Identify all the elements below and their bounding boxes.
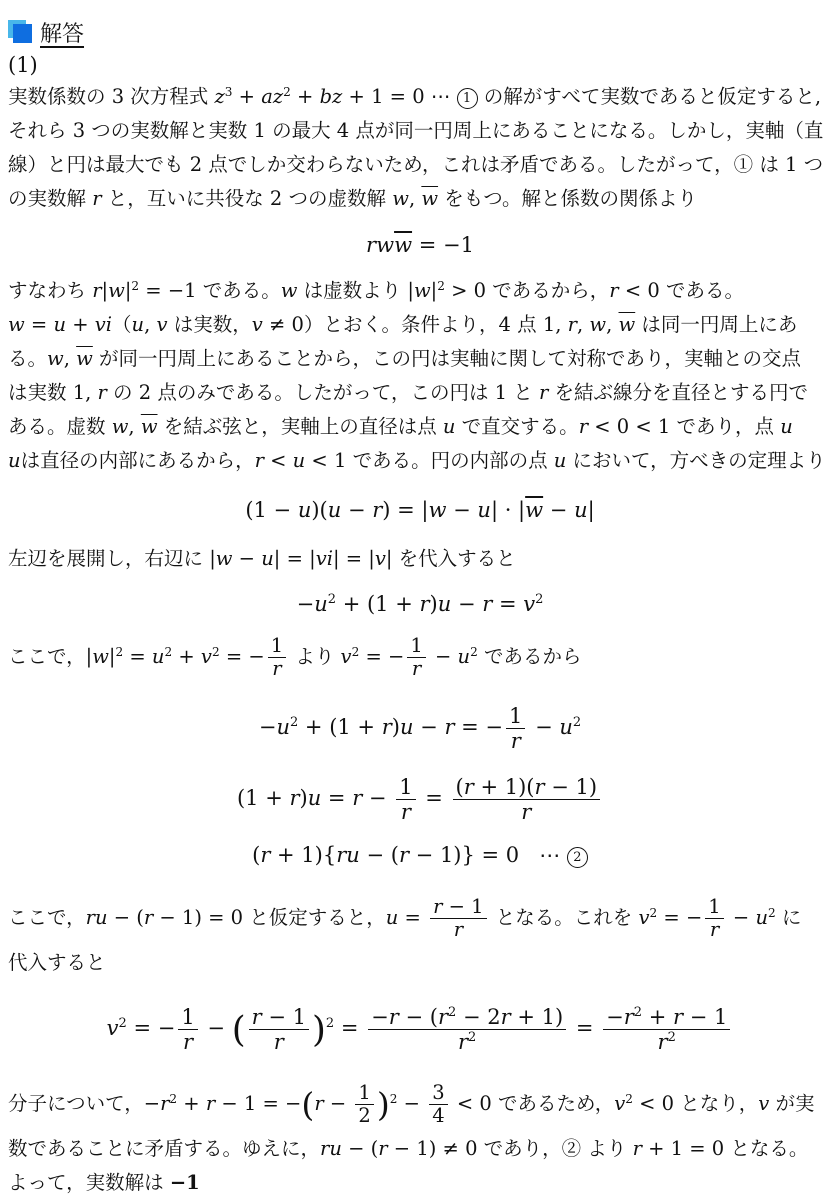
equation-factored: (r + 1){ru − (r − 1)} = 0 ⋯ 2 <box>8 830 832 880</box>
text-line: w = u + vi（u, v は実数，v ≠ 0）とおく。条件より，4 点 1, r, w, $\overline{w}$ は同一円周上にあ <box>8 313 798 336</box>
equation-power-of-point: $(1 - u)(u - r) = |w - u| \cdot |\overline{w} - u|$ <box>245 498 595 522</box>
paragraph-3: 左辺を展開し，右辺に |w − u| = |vi| = |v| を代入すると <box>8 547 516 570</box>
paragraph-6 <box>8 1076 832 1200</box>
paragraph-4: ここで，$|w|^2 = u^2 + v^2$ = − $\frac{1}{r}$ より $v^2$ = − $\frac{1}{r}$ − $u^2$ であるから <box>8 633 582 680</box>
final-answer: −1 <box>169 1171 200 1194</box>
text-line: 数であることに矛盾する。ゆえに，ru − (r − 1) ≠ 0 であり，② より r + 1 = 0 となる。 <box>8 1137 809 1160</box>
paragraph-2 <box>8 274 832 478</box>
text-line: る。w, $\overline{w}$ が同一円周上にあることから，この円は実軸に関して対称であり，実軸との交点 <box>8 347 802 370</box>
equation-product: $rw\overline{w} = -1$ <box>366 233 474 257</box>
text-line: よって，実数解は −1 <box>8 1171 200 1194</box>
text-line: すなわち $r|w|^2 = -1$ である。w は虚数より $|w|^2 > 0$ であるから，r < 0 である。 <box>8 278 744 302</box>
heading-title: 解答 <box>40 21 85 47</box>
paragraph-1 <box>8 80 832 216</box>
text-line: 分子について，$-r^2 + r - 1 = -(r$ − $\frac{1}{2}$ )$^2$ − $\frac{3}{4}$ < 0 であるため，$v^2 < 0$ となり，v が実 <box>8 1080 815 1127</box>
text-line: 代入すると <box>8 951 106 974</box>
equation-substituted: $-u^2 + (1 + r)u - r$ = − $\frac{1}{r}$ − $u^2$ <box>258 703 582 753</box>
text-line: 線）と円は最大でも 2 点でしか交わらないため，これは矛盾である。したがって，① は 1 つ <box>8 153 824 176</box>
text-line: ここで，ru − (r − 1) = 0 と仮定すると，u = $\frac{r - 1}{r}$ となる。これを $v^2$ = − $\frac{1}{r}$ − $u^2$ に <box>8 894 802 941</box>
text-line: は実数 1, r の 2 点のみである。したがって，この円は 1 と r を結ぶ線分を直径とする円で <box>8 381 809 404</box>
paragraph-5 <box>8 890 832 980</box>
section-heading <box>8 16 832 48</box>
equation-v-squared: $v^2$ = − $\frac{1}{r}$ − ( $\frac{r - 1}{r}$ )$^2$ = $\frac{-r - (r^2 - 2r + 1)}{r^2}$ = $\frac{-r^2 + r - 1}{r^2}$ <box>8 980 832 1076</box>
text-line: の実数解 r と，互いに共役な 2 つの虚数解 w, $\overline{w}$ をもつ。解と係数の関係より <box>8 187 697 210</box>
text-line: 実数係数の 3 次方程式 $z^3 + az^2$ + bz + 1 = 0 ⋯ 1 の解がすべて実数であると仮定すると, <box>8 84 822 108</box>
text-line: uは直径の内部にあるから，r < u < 1 である。円の内部の点 u において，方べきの定理より <box>8 449 826 472</box>
equation-simplified: (1 + r)u = r − $\frac{1}{r}$ = $\frac{(r + 1)(r - 1)}{r}$ <box>8 766 832 830</box>
text-line: それら 3 つの実数解と実数 1 の最大 4 点が同一円周上にあることになる。しかし，実軸（直 <box>8 119 824 142</box>
equation-expanded: $-u^2 + (1 + r)u - r = v^2$ <box>296 592 544 616</box>
part-label: (1) <box>8 53 38 77</box>
blue-square-icon <box>8 20 32 44</box>
text-line: ある。虚数 w, $\overline{w}$ を結ぶ弦と，実軸上の直径は点 u で直交する。r < 0 < 1 であり，点 u <box>8 415 793 438</box>
